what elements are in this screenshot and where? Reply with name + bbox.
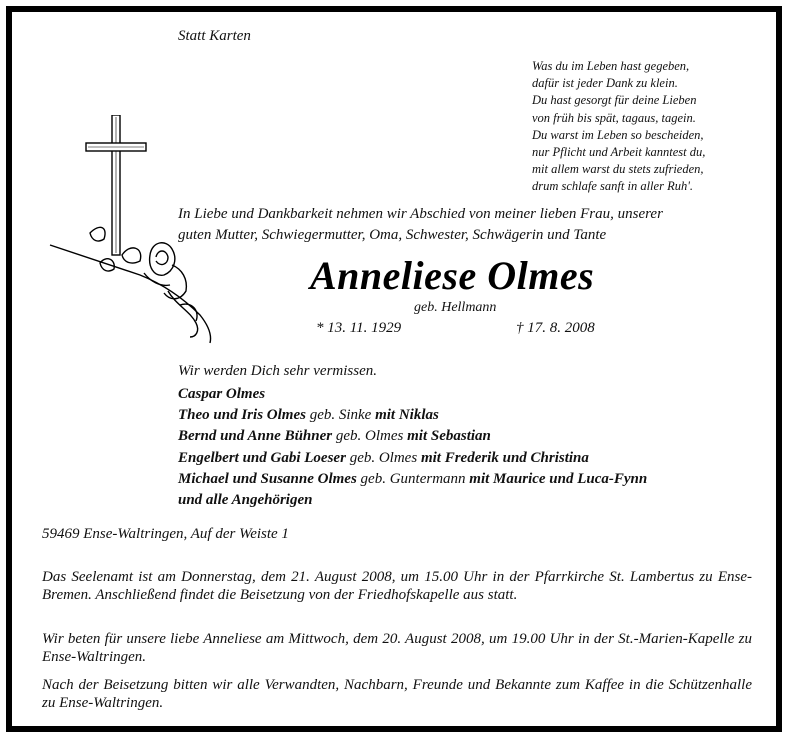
deceased-name: Anneliese Olmes: [310, 253, 595, 298]
birth-name: geb. Hellmann: [414, 300, 497, 315]
list-item: Caspar Olmes: [178, 386, 266, 402]
gathering-paragraph: Nach der Beisetzung bitten wir alle Verwandten, Nachbarn, Freunde und Bekannte zum Kaffee in die Schützenhalle zu Ense-Waltringen.: [42, 677, 752, 711]
poem-line: drum schlafe sanft in aller Ruh'.: [532, 179, 693, 194]
poem-line: mit allem warst du stets zufrieden,: [532, 162, 704, 177]
poem-line: dafür ist jeder Dank zu klein.: [532, 76, 678, 91]
poem-line: Was du im Leben hast gegeben,: [532, 59, 690, 73]
poem-line: Du hast gesorgt für deine Lieben: [532, 93, 697, 108]
mourners-list: [178, 384, 647, 511]
list-item: Engelbert und Gabi Loeser geb. Olmes mit Frederik und Christina: [178, 449, 589, 466]
poem-line: von früh bis spät, tagaus, tagein.: [532, 110, 696, 125]
list-item: Bernd und Anne Bühner geb. Olmes mit Sebastian: [178, 428, 491, 445]
mourners-intro: Wir werden Dich sehr vermissen.: [178, 363, 377, 379]
poem-line: Du warst im Leben so bescheiden,: [532, 127, 704, 142]
prayer-paragraph: Wir beten für unsere liebe Anneliese am Mittwoch, dem 20. August 2008, um 19.00 Uhr in der St.-Marien-Kapelle zu Ense-Waltringen.: [42, 631, 752, 665]
service-paragraph: Das Seelenamt ist am Donnerstag, dem 21. August 2008, um 15.00 Uhr in der Pfarrkirche St. Lambertus zu Ense-Bremen. Anschließend findet die Beisetzung von der Friedhofskapelle aus statt.: [42, 569, 752, 603]
poem: [532, 58, 705, 196]
birth-date: * 13. 11. 1929: [316, 320, 402, 336]
poem-line: nur Pflicht und Arbeit kanntest du,: [532, 145, 706, 160]
list-item: Theo und Iris Olmes geb. Sinke mit Niklas: [178, 407, 439, 424]
address: 59469 Ense-Waltringen, Auf der Weiste 1: [42, 526, 289, 542]
intro-line: guten Mutter, Schwiegermutter, Oma, Schwester, Schwägerin und Tante: [178, 227, 607, 243]
intro-line: In Liebe und Dankbarkeit nehmen wir Abschied von meiner lieben Frau, unserer: [178, 206, 663, 222]
intro-text: [178, 204, 663, 246]
statt-karten-label: Statt Karten: [178, 28, 251, 44]
list-item: Michael und Susanne Olmes geb. Guntermann mit Maurice und Luca-Fynn: [178, 470, 648, 487]
death-date: † 17. 8. 2008: [516, 320, 595, 336]
list-item: und alle Angehörigen: [178, 492, 313, 509]
